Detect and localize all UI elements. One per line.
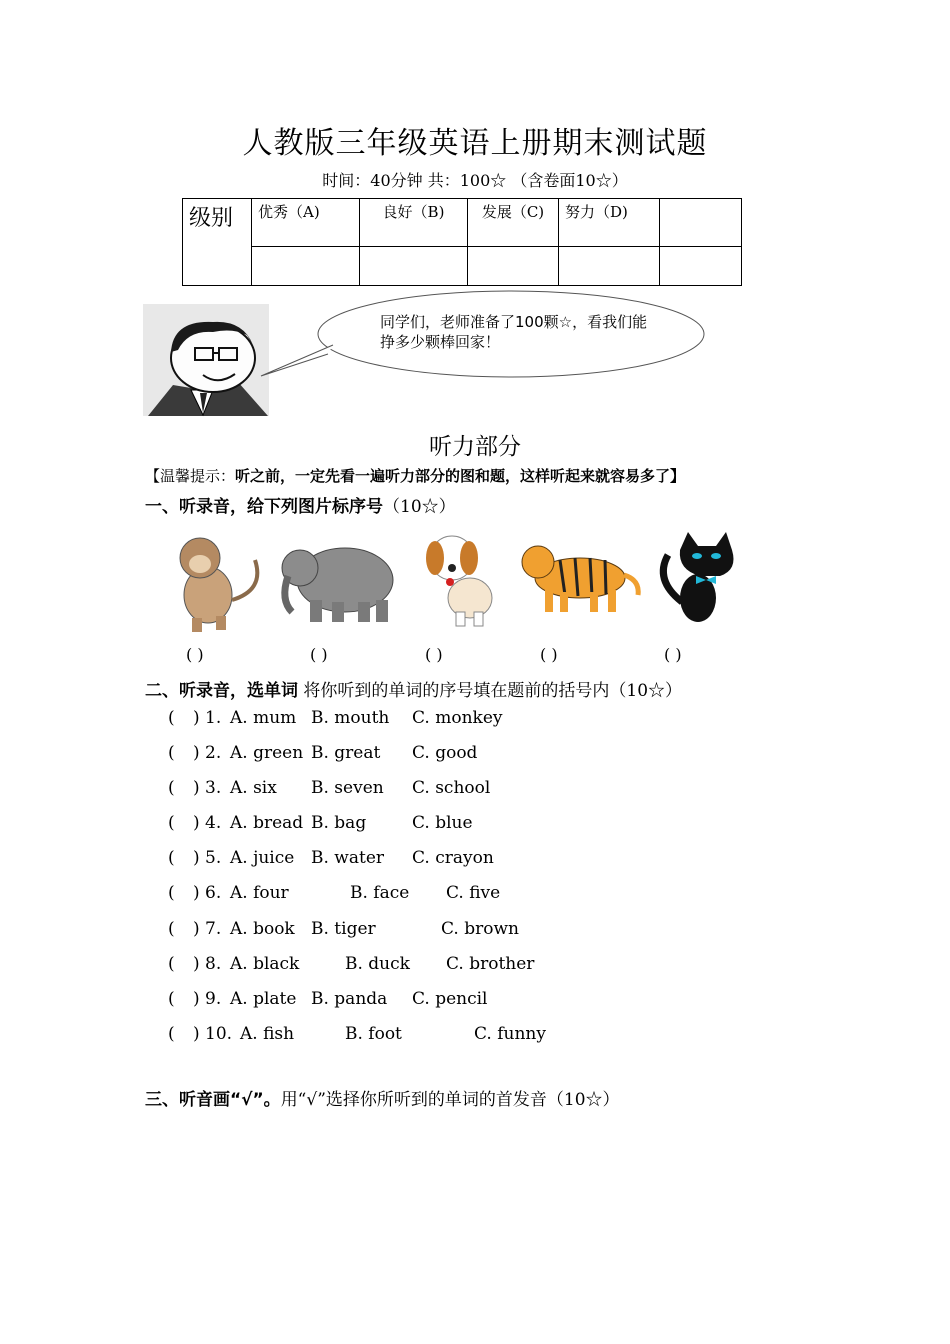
question-number: ) 1. — [193, 708, 222, 728]
question-number: ) 3. — [193, 778, 222, 798]
answer-blank-1[interactable]: ( ) — [186, 645, 204, 664]
answer-blank-2[interactable]: ( ) — [310, 645, 328, 664]
option-a: A. black — [230, 954, 300, 974]
option-a: A. plate — [230, 989, 297, 1009]
grade-header-a: 优秀（A) — [252, 199, 360, 247]
option-b: B. panda — [311, 989, 388, 1009]
question-number: ) 5. — [193, 848, 222, 868]
question-row — [0, 883, 950, 907]
grade-header-b: 良好（B) — [360, 199, 468, 247]
option-b: B. great — [311, 743, 381, 763]
option-b: B. mouth — [311, 708, 390, 728]
question-row — [0, 954, 950, 978]
option-c: C. pencil — [412, 989, 488, 1009]
option-c: C. brother — [446, 954, 535, 974]
option-c: C. five — [446, 883, 501, 903]
option-b: B. face — [350, 883, 410, 903]
option-a: A. juice — [230, 848, 295, 868]
question-number: ) 2. — [193, 743, 222, 763]
page-title: 人教版三年级英语上册期末测试题 — [242, 126, 708, 161]
answer-paren[interactable]: ( — [168, 883, 175, 903]
option-c: C. brown — [441, 919, 519, 939]
part2-heading — [145, 676, 682, 701]
part1-score: （10☆） — [383, 497, 456, 517]
answer-paren[interactable]: ( — [168, 1024, 175, 1044]
answer-blank-4[interactable]: ( ) — [540, 645, 558, 664]
grade-header-c: 发展（C) — [468, 199, 559, 247]
part3-title: 三、听音画“√”。 — [145, 1090, 281, 1110]
section-title: 听力部分 — [429, 434, 521, 460]
grade-cell[interactable] — [252, 247, 360, 286]
question-row — [0, 743, 950, 767]
option-c: C. funny — [474, 1024, 546, 1044]
part1-heading — [145, 492, 456, 517]
question-row — [0, 1024, 950, 1048]
grade-cell[interactable] — [660, 247, 742, 286]
question-row — [0, 989, 950, 1013]
option-a: A. six — [230, 778, 277, 798]
option-a: A. green — [230, 743, 304, 763]
answer-paren[interactable]: ( — [168, 743, 175, 763]
part3-instruction: 用“√”选择你所听到的单词的首发音（10☆） — [280, 1090, 620, 1110]
answer-paren[interactable]: ( — [168, 919, 175, 939]
question-row — [0, 708, 950, 732]
grade-cell[interactable] — [360, 247, 468, 286]
question-number: ) 10. — [193, 1024, 233, 1044]
answer-paren[interactable]: ( — [168, 813, 175, 833]
part2-title: 二、听录音，选单词 — [145, 681, 298, 701]
part3-heading — [145, 1085, 620, 1110]
question-number: ) 7. — [193, 919, 222, 939]
question-number: ) 6. — [193, 883, 222, 903]
elephant-picture — [282, 548, 393, 622]
answer-paren[interactable]: ( — [168, 708, 175, 728]
question-row — [0, 919, 950, 943]
teacher-cartoon — [143, 304, 269, 416]
question-number: ) 8. — [193, 954, 222, 974]
grade-header-d: 努力（D) — [559, 199, 660, 247]
option-b: B. water — [311, 848, 385, 868]
tip-prefix: 【温馨提示： — [145, 467, 236, 485]
answer-blank-3[interactable]: ( ) — [425, 645, 443, 664]
question-number: ) 9. — [193, 989, 222, 1009]
option-c: C. monkey — [412, 708, 503, 728]
question-number: ) 4. — [193, 813, 222, 833]
option-b: B. tiger — [311, 919, 376, 939]
part1-title: 一、听录音，给下列图片标序号 — [145, 497, 383, 517]
speech-text: 同学们，老师准备了100颗☆，看我们能挣多少颗棒回家！ — [380, 313, 648, 351]
tip-text — [145, 465, 685, 486]
tiger-picture — [522, 546, 638, 612]
option-c: C. blue — [412, 813, 473, 833]
exam-info: 时间：40分钟 共：100☆ （含卷面10☆） — [322, 171, 628, 190]
question-row — [0, 778, 950, 802]
answer-paren[interactable]: ( — [168, 778, 175, 798]
monkey-picture — [180, 538, 257, 632]
option-a: A. bread — [230, 813, 304, 833]
option-b: B. seven — [311, 778, 384, 798]
option-b: B. duck — [345, 954, 410, 974]
grade-header-e — [660, 199, 742, 247]
option-b: B. bag — [311, 813, 367, 833]
option-a: A. mum — [230, 708, 297, 728]
option-b: B. foot — [345, 1024, 402, 1044]
grade-table — [182, 198, 742, 286]
grade-label-cell — [183, 199, 252, 286]
option-a: A. book — [230, 919, 295, 939]
option-a: A. fish — [240, 1024, 295, 1044]
answer-paren[interactable]: ( — [168, 989, 175, 1009]
tip-body: 听之前，一定先看一遍听力部分的图和题，这样听起来就容易多了】 — [235, 467, 686, 485]
grade-cell[interactable] — [468, 247, 559, 286]
dog-picture — [426, 536, 492, 626]
option-c: C. crayon — [412, 848, 494, 868]
option-a: A. four — [230, 883, 289, 903]
option-c: C. school — [412, 778, 491, 798]
grade-cell[interactable] — [559, 247, 660, 286]
part2-instruction: 将你听到的单词的序号填在题前的括号内（10☆） — [303, 681, 683, 701]
grade-label: 级别 — [189, 206, 234, 231]
answer-paren[interactable]: ( — [168, 954, 175, 974]
option-c: C. good — [412, 743, 478, 763]
teacher-speech-illustration — [143, 290, 713, 420]
answer-paren[interactable]: ( — [168, 848, 175, 868]
answer-blank-5[interactable]: ( ) — [664, 645, 682, 664]
animal-pictures — [160, 520, 760, 635]
question-row — [0, 813, 950, 837]
cat-picture — [663, 532, 733, 622]
question-row — [0, 848, 950, 872]
